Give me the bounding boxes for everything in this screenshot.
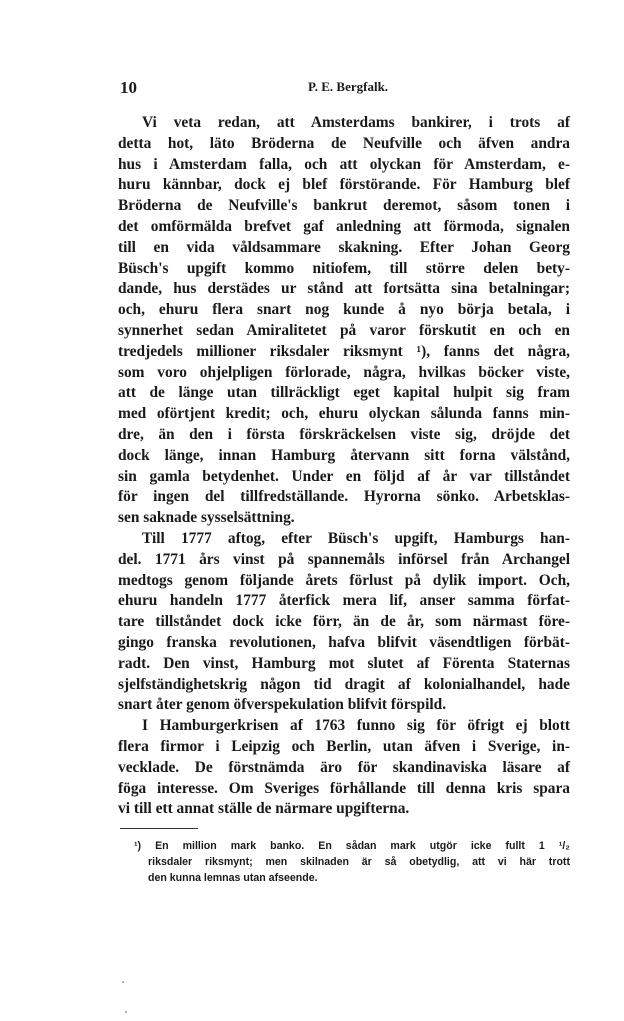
text-line: dande, hus derstädes ur stånd att fortsätta sina betalningar; bbox=[118, 280, 570, 298]
text-line: sjelfständighetskrig någon tid dragit af kolonialhandel, hade bbox=[118, 675, 570, 693]
text-line: snart åter genom öfverspekulation blifvit förspild. bbox=[118, 696, 447, 714]
text-line: sin gamla betydenhet. Under en följd af år var tillståndet bbox=[118, 467, 570, 485]
text-line: medtogs genom följande årets förlust på dylik import. Och, bbox=[118, 571, 570, 589]
text-line: gingo franska revolutionen, hafva blifvit väsendtligen förbät- bbox=[118, 633, 570, 651]
paragraph-1 bbox=[118, 113, 570, 529]
footnote-line: riksdaler riksmynt; men skilnaden är så obetydlig, att vi här trott bbox=[148, 856, 570, 868]
text-line: dock länge, innan Hamburg återvann sitt forna välstånd, bbox=[118, 446, 570, 464]
body-text bbox=[118, 113, 570, 820]
paper-speck bbox=[122, 981, 124, 983]
page-header bbox=[118, 78, 570, 100]
text-line: Till 1777 aftog, efter Büsch's upgift, Hamburgs han- bbox=[142, 529, 570, 547]
footnote-rule bbox=[120, 828, 198, 829]
text-line: dre, än den i första förskräckelsen viste sig, dröjde det bbox=[118, 425, 570, 443]
text-line: hus i Amsterdam falla, och att olyckan för Amsterdam, e- bbox=[118, 155, 570, 173]
text-line: med oförtjent kredit; och, ehuru olyckan sålunda fanns min- bbox=[118, 405, 570, 423]
text-line: att de länge utan tillräckligt eget kapital hulpit sig fram bbox=[118, 384, 570, 402]
text-line: och, ehuru flera snart nog kunde å nyo börja betala, i bbox=[118, 301, 570, 319]
paragraph-2 bbox=[118, 529, 570, 716]
text-line: Vi veta redan, att Amsterdams bankirer, i trots af bbox=[142, 114, 570, 131]
text-line: för ingen del tillfredställande. Hyrorna sönko. Arbetsklas- bbox=[118, 488, 570, 506]
text-line: ehuru handeln 1777 återfick mera lif, anser samma förfat- bbox=[118, 592, 570, 610]
text-line: tare tillståndet dock icke förr, än de år, som närmast före- bbox=[118, 613, 570, 631]
text-line: vecklade. De förstnämda äro för skandinaviska läsare af bbox=[118, 758, 570, 776]
text-line: vi till ett annat ställe de närmare upgifterna. bbox=[118, 800, 410, 818]
text-line: det omförmälda brefvet gaf anledning att förmoda, signalen bbox=[118, 217, 570, 235]
paragraph-3 bbox=[118, 716, 570, 820]
text-line: del. 1771 års vinst på spannemåls införsel från Archangel bbox=[118, 550, 570, 568]
text-line: radt. Den vinst, Hamburg mot slutet af Förenta Staternas bbox=[118, 654, 570, 672]
text-line: synnerhet sedan Amiralitetet på varor förskutit en och en bbox=[118, 321, 570, 339]
text-line: som voro ohjelpligen förlorade, några, hvilkas böcker viste, bbox=[118, 363, 570, 381]
running-head: P. E. Bergfalk. bbox=[308, 79, 389, 94]
text-line: flera firmor i Leipzig och Berlin, utan äfven i Sverige, in- bbox=[118, 737, 570, 755]
footnote-line: ¹) En million mark banko. En sådan mark utgör icke fullt 1 ¹/₂ bbox=[134, 840, 570, 852]
text-line: till en vida våldsammare skakning. Efter Johan Georg bbox=[118, 238, 570, 256]
text-line: Bröderna de Neufville's bankrut deremot, såsom tonen i bbox=[118, 197, 570, 215]
text-line: huru kännbar, dock ej blef förstörande. För Hamburg blef bbox=[118, 176, 570, 194]
text-line: tredjedels millioner riksdaler riksmynt ¹), fanns det några, bbox=[118, 342, 570, 360]
footnote-line: den kunna lemnas utan afseende. bbox=[148, 872, 318, 884]
page-number: 10 bbox=[120, 78, 137, 97]
paper-speck bbox=[125, 1011, 127, 1013]
text-line: detta hot, läto Bröderna de Neufville och äfven andra bbox=[118, 134, 570, 152]
text-line: sen saknade sysselsättning. bbox=[118, 509, 295, 527]
footnote bbox=[120, 838, 570, 886]
text-line: Büsch's upgift kommo nitiofem, till större delen bety- bbox=[118, 259, 570, 277]
text-line: föga interesse. Om Sveriges förhållande till denna kris spara bbox=[118, 779, 570, 797]
text-line: I Hamburgerkrisen af 1763 funno sig för öfrigt ej blott bbox=[142, 717, 570, 735]
